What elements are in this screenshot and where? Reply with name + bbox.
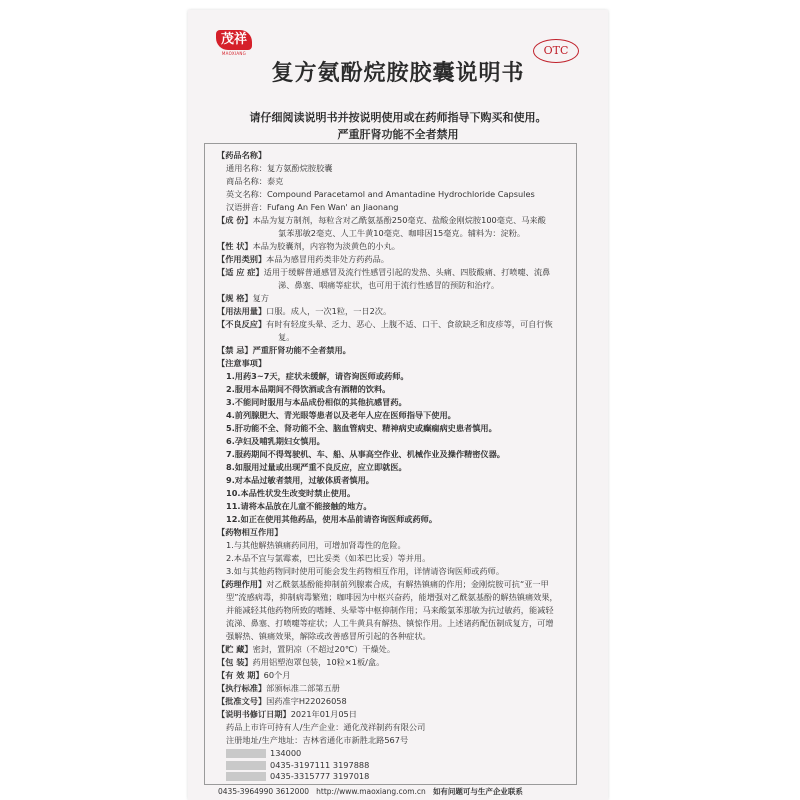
precaution-1: 1.用药3~7天，症状未缓解，请咨询医师或药师。 (226, 371, 409, 381)
trade-name: 商品名称：泰克 (226, 176, 284, 186)
zip-text: 134000 (270, 748, 302, 758)
indication-text-2: 涕、鼻塞、咽痛等症状，也可用于流行性感冒的预防和治疗。 (278, 280, 500, 290)
precaution-8: 8.如服用过量或出现严重不良反应，应立即就医。 (226, 462, 407, 472)
leaflet-sheet (188, 10, 608, 800)
section-name-heading: 【药品名称】 (217, 150, 267, 160)
property-text: 本品为胶囊剂，内容物为淡黄色的小丸。 (252, 241, 400, 251)
adverse-row (217, 319, 553, 330)
redacted-label (226, 772, 266, 781)
document-title: 复方氨酚烷胺胶囊说明书 (271, 61, 525, 86)
category-label: 【作用类别】 (217, 254, 267, 264)
brand-logo (216, 30, 252, 56)
tel1-text: 0435-3197111 3197888 (270, 760, 370, 770)
generic-name: 通用名称：复方氨酚烷胺胶囊 (226, 163, 333, 173)
category-row (217, 254, 389, 265)
footer-row (218, 786, 523, 797)
interaction-3: 3.如与其他药物同时使用可能会发生药物相互作用，详情请咨询医师或药师。 (226, 566, 505, 576)
precaution-3: 3.不能同时服用与本品成份相似的其他抗感冒药。 (226, 397, 407, 407)
category-text: 本品为感冒用药类非处方药药品。 (266, 254, 389, 264)
precaution-2: 2.服用本品期间不得饮酒或含有酒精的饮料。 (226, 384, 391, 394)
contact-text: 如有问题可与生产企业联系 (432, 787, 523, 796)
precaution-9: 9.对本品过敏者禁用，过敏体质者慎用。 (226, 475, 374, 485)
pinyin-name: 汉语拼音：Fufang An Fen Wan' an Jiaonang (226, 202, 399, 212)
pharmacology-text-4: 流涕、鼻塞、打喷嚏等症状；人工牛黄具有解热、镇惊作用。上述诸药配伍制成复方，可增 (226, 618, 554, 628)
approval-label: 【批准文号】 (217, 696, 267, 706)
pharmacology-text-5: 强解热、镇痛效果，解除或改善感冒所引起的各种症状。 (226, 631, 431, 641)
interaction-heading: 【药物相互作用】 (217, 527, 283, 537)
package-row (217, 657, 384, 668)
standard-row (217, 683, 340, 694)
validity-text: 60个月 (263, 670, 291, 680)
redacted-label (226, 749, 266, 758)
package-text: 药用铝塑泡罩包装，10粒×1板/盒。 (252, 657, 385, 667)
revision-row (217, 709, 357, 720)
composition-text-2: 氯苯那敏2毫克、人工牛黄10毫克、咖啡因15毫克。辅料为：淀粉。 (278, 228, 526, 238)
approval-text: 国药准字H22026058 (266, 696, 347, 706)
usage-row (217, 306, 391, 317)
composition-row (217, 215, 546, 226)
standard-label: 【执行标准】 (217, 683, 267, 693)
spec-label: 【规 格】 (217, 293, 253, 303)
zip-row (226, 748, 301, 758)
spec-row (217, 293, 269, 304)
tel2-text: 0435-3315777 3197018 (270, 771, 370, 781)
precaution-6: 6.孕妇及哺乳期妇女慎用。 (226, 436, 325, 446)
storage-row (217, 644, 395, 655)
storage-text: 密封，置阴凉（不超过20℃）干燥处。 (252, 644, 396, 654)
otc-badge: OTC (533, 39, 579, 63)
property-label: 【性 状】 (217, 241, 253, 251)
precaution-11: 11.请将本品放在儿童不能接触的地方。 (226, 501, 372, 511)
holder-text: 药品上市许可持有人/生产企业：通化茂祥制药有限公司 (226, 722, 426, 732)
approval-row (217, 696, 347, 707)
precaution-heading: 【注意事项】 (217, 358, 267, 368)
spec-text: 复方 (252, 293, 269, 303)
validity-label: 【有 效 期】 (217, 670, 264, 680)
pharmacology-text-2: 型”流感病毒，抑制病毒繁殖；咖啡因为中枢兴奋药，能增强对乙酰氨基酚的解热镇痛效果， (226, 592, 558, 602)
storage-label: 【贮 藏】 (217, 644, 253, 654)
property-row (217, 241, 400, 252)
logo-mark: 茂祥 (216, 30, 252, 50)
website-text: http://www.maoxiang.com.cn (316, 787, 426, 796)
pharmacology-label: 【药理作用】 (217, 579, 267, 589)
contra-text: 严重肝肾功能不全者禁用。 (252, 345, 351, 355)
interaction-1: 1.与其他解热镇痛药同用，可增加肾毒性的危险。 (226, 540, 406, 550)
contra-row (217, 345, 351, 356)
adverse-text-1: 有时有轻度头晕、乏力、恶心、上腹不适、口干、食欲缺乏和皮疹等，可自行恢 (266, 319, 553, 329)
composition-text-1: 本品为复方制剂，每粒含对乙酰氨基酚250毫克、盐酸金刚烷胺100毫克、马来酸 (252, 215, 546, 225)
pharmacology-text-1: 对乙酰氨基酚能抑制前列腺素合成，有解热镇痛的作用；金刚烷胺可抗“亚一甲 (266, 579, 549, 589)
usage-text: 口服。成人，一次1粒，一日2次。 (266, 306, 392, 316)
pharmacology-row (217, 579, 549, 590)
precaution-5: 5.肝功能不全、肾功能不全、脑血管病史、精神病史或癫痫病史患者慎用。 (226, 423, 497, 433)
tel2-row (226, 771, 369, 781)
usage-label: 【用法用量】 (217, 306, 267, 316)
package-label: 【包 装】 (217, 657, 253, 667)
fax-text: 0435-3964990 3612000 (218, 787, 309, 796)
redacted-label (226, 761, 266, 770)
adverse-label: 【不良反应】 (217, 319, 267, 329)
revision-text: 2021年01月05日 (290, 709, 357, 719)
precaution-4: 4.前列腺肥大、青光眼等患者以及老年人应在医师指导下使用。 (226, 410, 456, 420)
indication-row (217, 267, 550, 278)
logo-subtext: MAOXIANG (221, 51, 247, 56)
contra-label: 【禁 忌】 (217, 345, 253, 355)
composition-label: 【成 份】 (217, 215, 253, 225)
notice-line-2: 严重肝肾功能不全者禁用 (337, 128, 459, 141)
pharmacology-text-3: 并能减轻其他药物所致的嗜睡、头晕等中枢抑制作用；马来酸氯苯那敏为抗过敏药，能减轻 (226, 605, 554, 615)
tel1-row (226, 760, 369, 770)
precaution-7: 7.服药期间不得驾驶机、车、船、从事高空作业、机械作业及操作精密仪器。 (226, 449, 505, 459)
address-text: 注册地址/生产地址：吉林省通化市新胜北路567号 (226, 735, 409, 745)
validity-row (217, 670, 290, 681)
indication-label: 【适 应 症】 (217, 267, 264, 277)
revision-label: 【说明书修订日期】 (217, 709, 291, 719)
english-name: 英文名称：Compound Paracetamol and Amantadine Hydrochloride Capsules (226, 189, 535, 199)
indication-text-1: 适用于缓解普通感冒及流行性感冒引起的发热、头痛、四肢酸痛、打喷嚏、流鼻 (263, 267, 551, 277)
notice-line-1: 请仔细阅读说明书并按说明使用或在药师指导下购买和使用。 (249, 111, 547, 124)
interaction-2: 2.本品不宜与氯霉素，巴比妥类（如苯巴比妥）等并用。 (226, 553, 431, 563)
precaution-10: 10.本品性状发生改变时禁止使用。 (226, 488, 356, 498)
precaution-12: 12.如正在使用其他药品，使用本品前请咨询医师或药师。 (226, 514, 438, 524)
standard-text: 部颁标准二部第五册 (266, 683, 340, 693)
adverse-text-2: 复。 (278, 332, 295, 342)
